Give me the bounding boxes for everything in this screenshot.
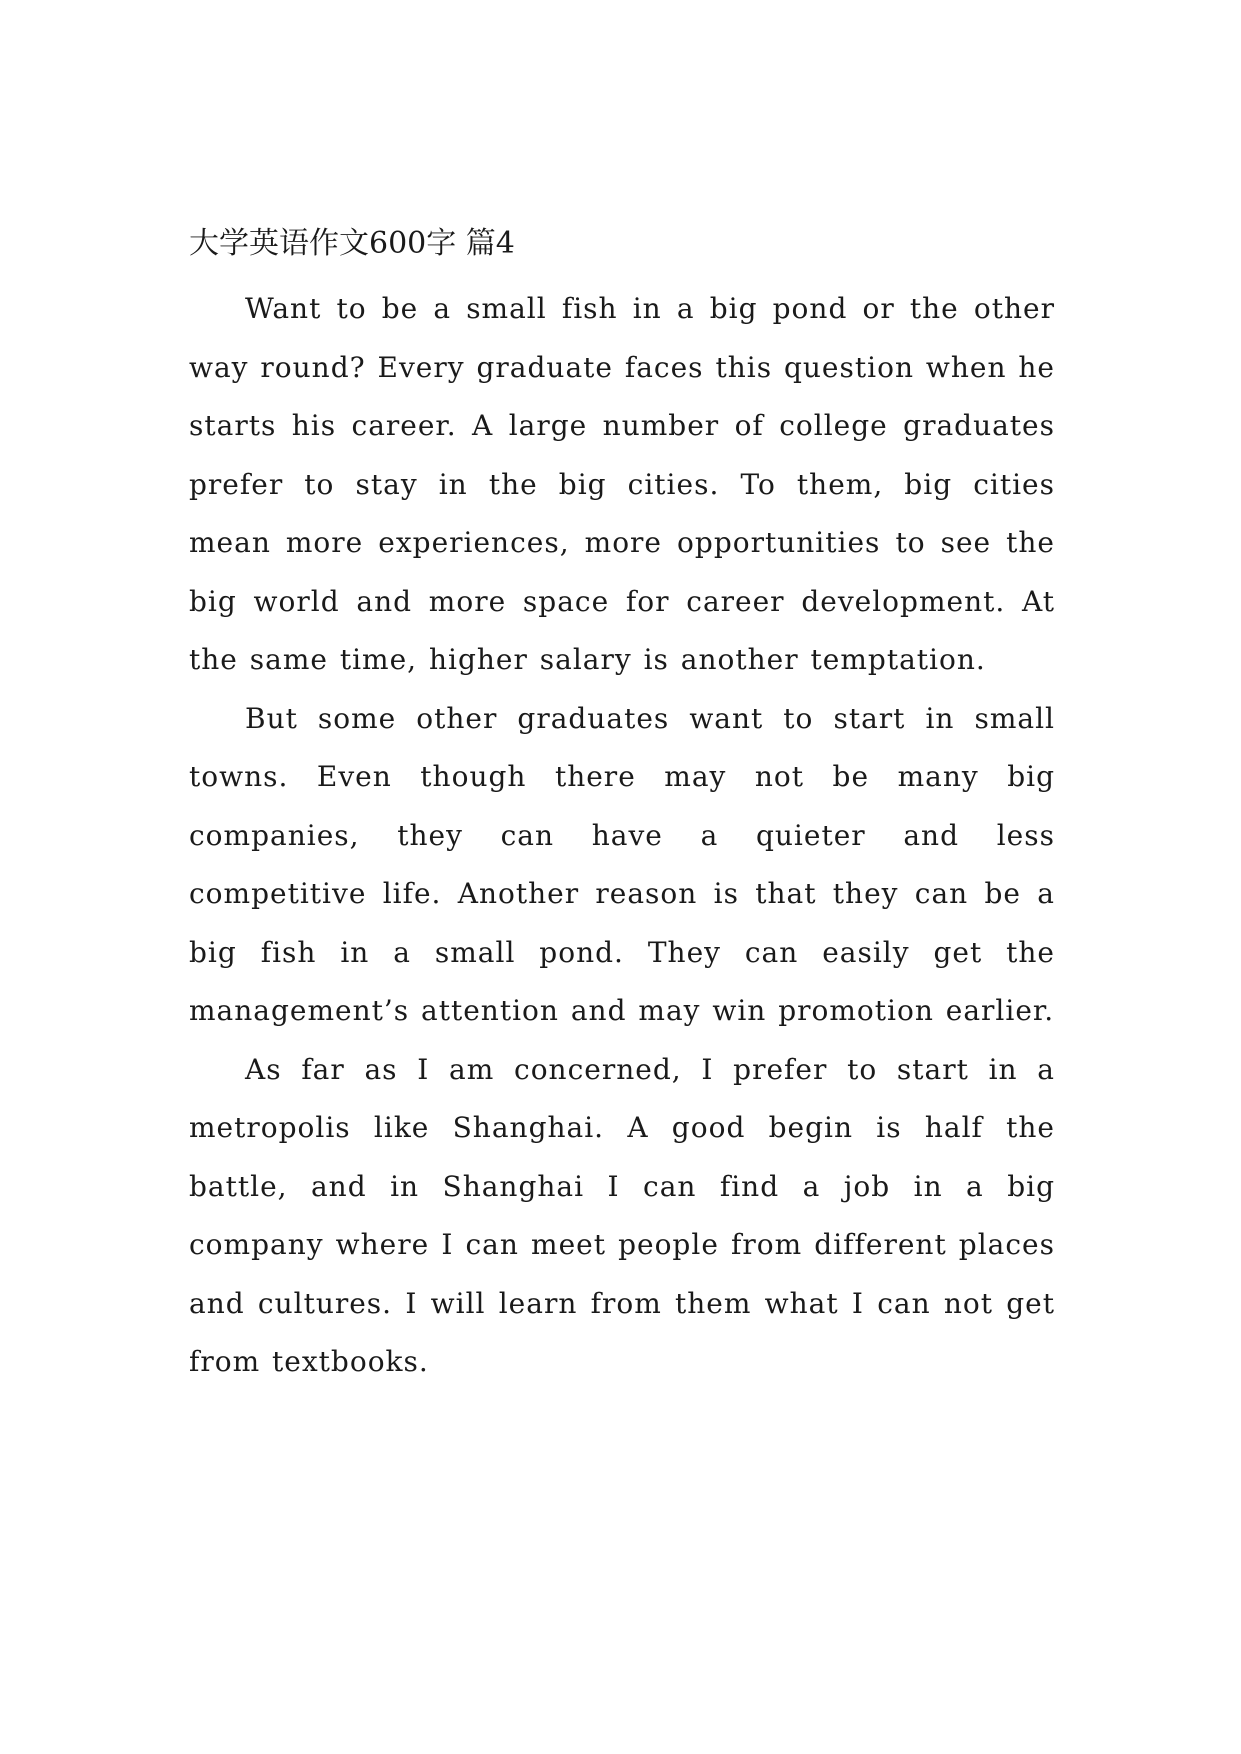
paragraph-2: But some other graduates want to start in small towns. Even though there may not be many big companies, they can have a quieter and less competitive life. Another reason is that they can be a big fish in a small pond. They can easily get the management’s attention and may win promotion earlier. (189, 701, 1055, 1027)
paragraph-1: Want to be a small fish in a big pond or the other way round? Every graduate faces this question when he starts his career. A large number of college graduates prefer to stay in the big cities. To them, big cities mean more experiences, more opportunities to see the big world and more space for career development. At the same time, higher salary is another temptation. (189, 292, 1055, 676)
essay-title: 大学英语作文600字 篇4 (189, 226, 515, 261)
paragraph-3: As far as I am concerned, I prefer to start in a metropolis like Shanghai. A good begin is half the battle, and in Shanghai I can find a job in a big company where I can meet people from different places and cultures. I will learn from them what I can not get from textbooks. (189, 1052, 1055, 1378)
essay-body (189, 222, 1055, 1392)
